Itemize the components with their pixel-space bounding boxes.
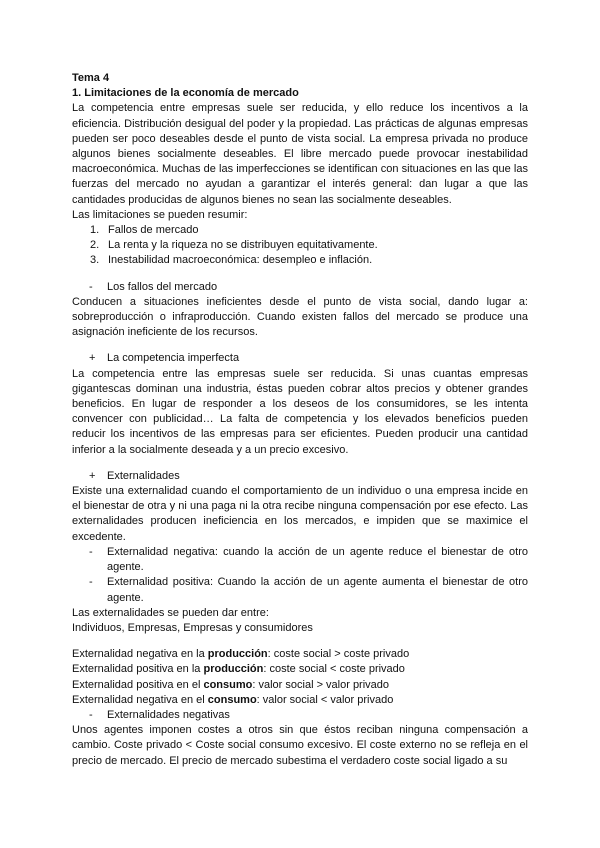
list-number: 3. [90, 254, 100, 267]
plus-bullet: + [89, 469, 96, 482]
ext-line: Externalidad positiva en el consumo: valor social > valor privado [72, 678, 390, 691]
subheading-fallos [72, 280, 528, 295]
subheading-text: Externalidades [107, 469, 180, 482]
externalidades-paragraph: Existe una externalidad cuando el comportamiento de un individuo o una empresa incide en el bienestar de otra y ni una paga ni la otra recibe ninguna compensación por ese efecto. Las externalidades producen ineficiencia en los mercados, e impiden que se maximice el excedente. [72, 485, 528, 543]
list-text: La renta y la riqueza no se distribuyen equitativamente. [108, 239, 378, 252]
between-list: Individuos, Empresas, Empresas y consumidores [72, 621, 313, 634]
dash-bullet: - [89, 280, 93, 293]
ext-line: Externalidad positiva en la producción: coste social < coste privado [72, 663, 405, 676]
list-item [72, 575, 528, 605]
limitations-list [72, 223, 528, 269]
list-text: Fallos de mercado [108, 224, 199, 237]
list-text: Externalidad positiva: Cuando la acción de un agente aumenta el bienestar de otro agente. [107, 576, 528, 604]
subheading-competencia [72, 351, 528, 366]
subheading-externalidades [72, 469, 528, 484]
negativas-paragraph: Unos agentes imponen costes a otros sin que éstos reciban ninguna compensación a cambio. Coste privado < Coste social consumo excesivo. El coste externo no se refleja en el precio de mercado. El precio de mercado subestima el verdadero coste social ligado a su [72, 724, 528, 767]
subheading-negativas [72, 708, 528, 723]
list-text: Externalidad negativa: cuando la acción de un agente reduce el bienestar de otro agente. [107, 545, 528, 574]
dash-bullet: - [89, 576, 93, 589]
dash-bullet: - [89, 545, 93, 558]
plus-bullet: + [89, 352, 96, 365]
ext-line: Externalidad negativa en el consumo: valor social < valor privado [72, 693, 394, 706]
list-number: 2. [90, 239, 100, 252]
document-page [72, 71, 528, 769]
list-number: 1. [90, 224, 100, 237]
dash-bullet: - [89, 708, 93, 721]
ext-line: Externalidad negativa en la producción: coste social > coste privado [72, 648, 410, 661]
competencia-paragraph: La competencia entre las empresas suele ser reducida. Si unas cuantas empresas gigantescas dominan una industria, éstas pueden cobrar altos precios y obtener grandes beneficios. En lugar de responder a los deseos de los consumidores, se les intenta convencer con publicidad… La falta de competencia y los elevados beneficios pueden reducir los incentivos de las empresas para ser eficientes. Pueden producir una cantidad inferior a la socialmente deseada y a un precio excesivo. [72, 367, 528, 456]
subheading-text: Externalidades negativas [107, 708, 230, 721]
intro-paragraph: La competencia entre empresas suele ser reducida, y ello reduce los incentivos a la eficiencia. Distribución desigual del poder y la propiedad. Las prácticas de algunas empresas pueden ser poco deseables desde el punto de vista social. La empresa privada no produce algunos bienes socialmente deseables. El libre mercado puede provocar inestabilidad macroeconómica. Muchas de las imperfecciones se identifican con situaciones en las que las fuerzas del mercado no ayudan a garantizar el interés general: dan lugar a que las cantidades producidas de algunos bienes no sean las socialmente deseables. [72, 102, 528, 206]
subheading-text: La competencia imperfecta [107, 352, 240, 365]
subheading-text: Los fallos del mercado [107, 280, 218, 293]
summary-lead: Las limitaciones se pueden resumir: [72, 208, 248, 221]
section-heading: 1. Limitaciones de la economía de mercado [72, 87, 299, 100]
list-item [90, 238, 528, 253]
list-item [72, 545, 528, 575]
list-item [90, 253, 528, 268]
list-text: Inestabilidad macroeconómica: desempleo e inflación. [108, 254, 373, 267]
fallos-paragraph: Conducen a situaciones ineficientes desde el punto de vista social, dando lugar a: sobreproducción o infraproducción. Cuando existen fallos del mercado se produce una asignación ineficiente de los recursos. [72, 295, 528, 339]
topic-label: Tema 4 [72, 72, 110, 84]
list-item [90, 223, 528, 238]
between-lead: Las externalidades se pueden dar entre: [72, 606, 269, 619]
